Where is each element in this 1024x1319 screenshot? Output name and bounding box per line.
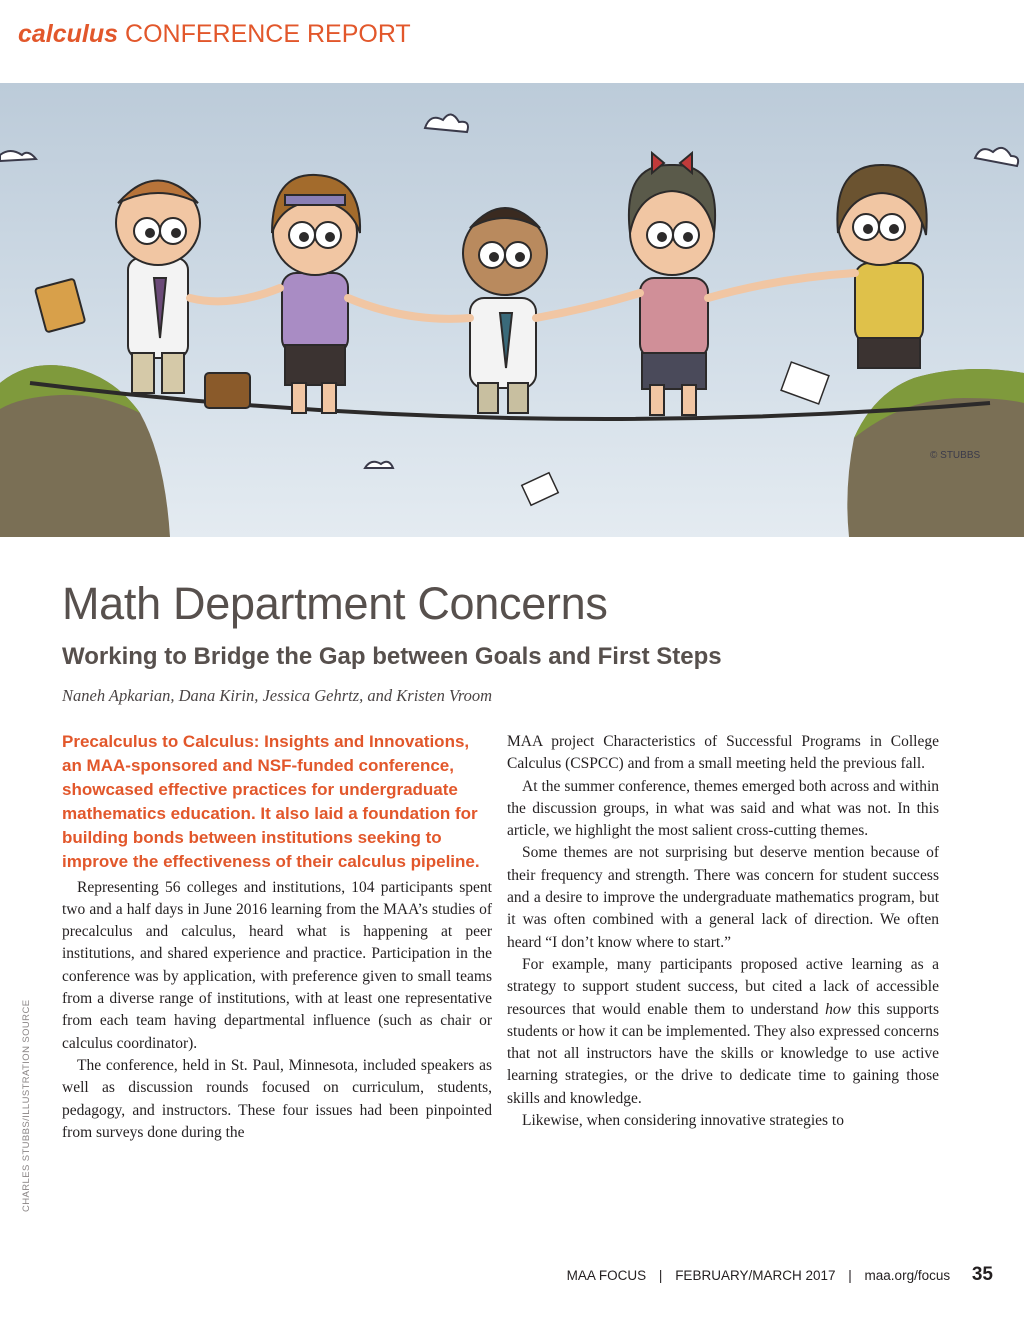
body-paragraph: The conference, held in St. Paul, Minnesota, included speakers as well as discussion rounds focused on curriculum, students, pedagogy, and instructors. These four issues had been pinpointed from surveys done during the (62, 1056, 492, 1141)
body-paragraph: MAA project Characteristics of Successful Programs in College Calculus (CSPCC) and from a small meeting held the previous fall. (507, 733, 939, 773)
footer-issue: FEBRUARY/MARCH 2017 (675, 1268, 836, 1283)
page-footer (567, 1264, 993, 1286)
section-header (18, 20, 411, 49)
article-title: Math Department Concerns (62, 578, 608, 629)
cartoon-illustration (0, 83, 1024, 537)
article-subtitle: Working to Bridge the Gap between Goals and First Steps (62, 643, 722, 670)
person-4 (629, 153, 715, 415)
person-3 (463, 208, 547, 413)
emphasis-text: how (825, 1000, 851, 1018)
lede-paragraph: Precalculus to Calculus: Insights and Innovations, an MAA-sponsored and NSF-funded conference, showcased effective practices for undergraduate mathematics education. It also laid a foundation for building bonds between institutions seeking to improve the effectiveness of their calculus pipeline. (62, 732, 480, 872)
footer-publication: MAA FOCUS (566, 1268, 647, 1283)
illustration-signature: © STUBBS (930, 450, 981, 461)
header-section: CONFERENCE REPORT (125, 20, 411, 48)
body-paragraph: Some themes are not surprising but deserve mention because of their frequency and strength. There was concern for student success and a desire to improve the undergraduate mathematics program, but it was often combined with a general lack of direction. We often heard “I don’t know where to start.” (507, 844, 939, 951)
right-column (507, 731, 939, 1132)
footer-url[interactable]: maa.org/focus (864, 1268, 951, 1283)
body-paragraph: At the summer conference, themes emerged both across and within the discussion groups, in what was said and what was not. In this article, we highlight the most salient cross-cutting themes. (507, 777, 939, 840)
footer-separator: | (848, 1268, 852, 1283)
text-run: For example, many participants proposed active learning as a strategy to support student success, but cited a lack of accessible resources that would enable them to understand (507, 955, 939, 1018)
body-paragraph: Representing 56 colleges and institutions, 104 participants spent two and a half days in June 2016 learning from the MAA’s studies of precalculus and calculus, heard what is happening at peer institutions, and shared experience and practice. Participation in the conference was by application, with preference given to small teams from a diverse range of institutions, with at least one representative from each team having departmental influence (such as chair or calculus coordinator). (62, 878, 492, 1052)
left-column (62, 730, 492, 1144)
body-paragraph (507, 954, 939, 1110)
article-authors: Naneh Apkarian, Dana Kirin, Jessica Gehrtz, and Kristen Vroom (62, 686, 493, 705)
illustration-credit: CHARLES STUBBS/ILLUSTRATION SOURCE (21, 999, 32, 1212)
header-kicker: calculus (18, 20, 119, 48)
footer-separator: | (658, 1268, 663, 1283)
page-number: 35 (971, 1264, 993, 1285)
body-paragraph: Likewise, when considering innovative strategies to (522, 1112, 844, 1130)
text-run: this supports students or how it can be implemented. They also expressed concerns that not all instructors have the skills or knowledge to use active learning strategies, or the drive to dedicate time to gaining those skills and knowledge. (507, 1000, 939, 1107)
